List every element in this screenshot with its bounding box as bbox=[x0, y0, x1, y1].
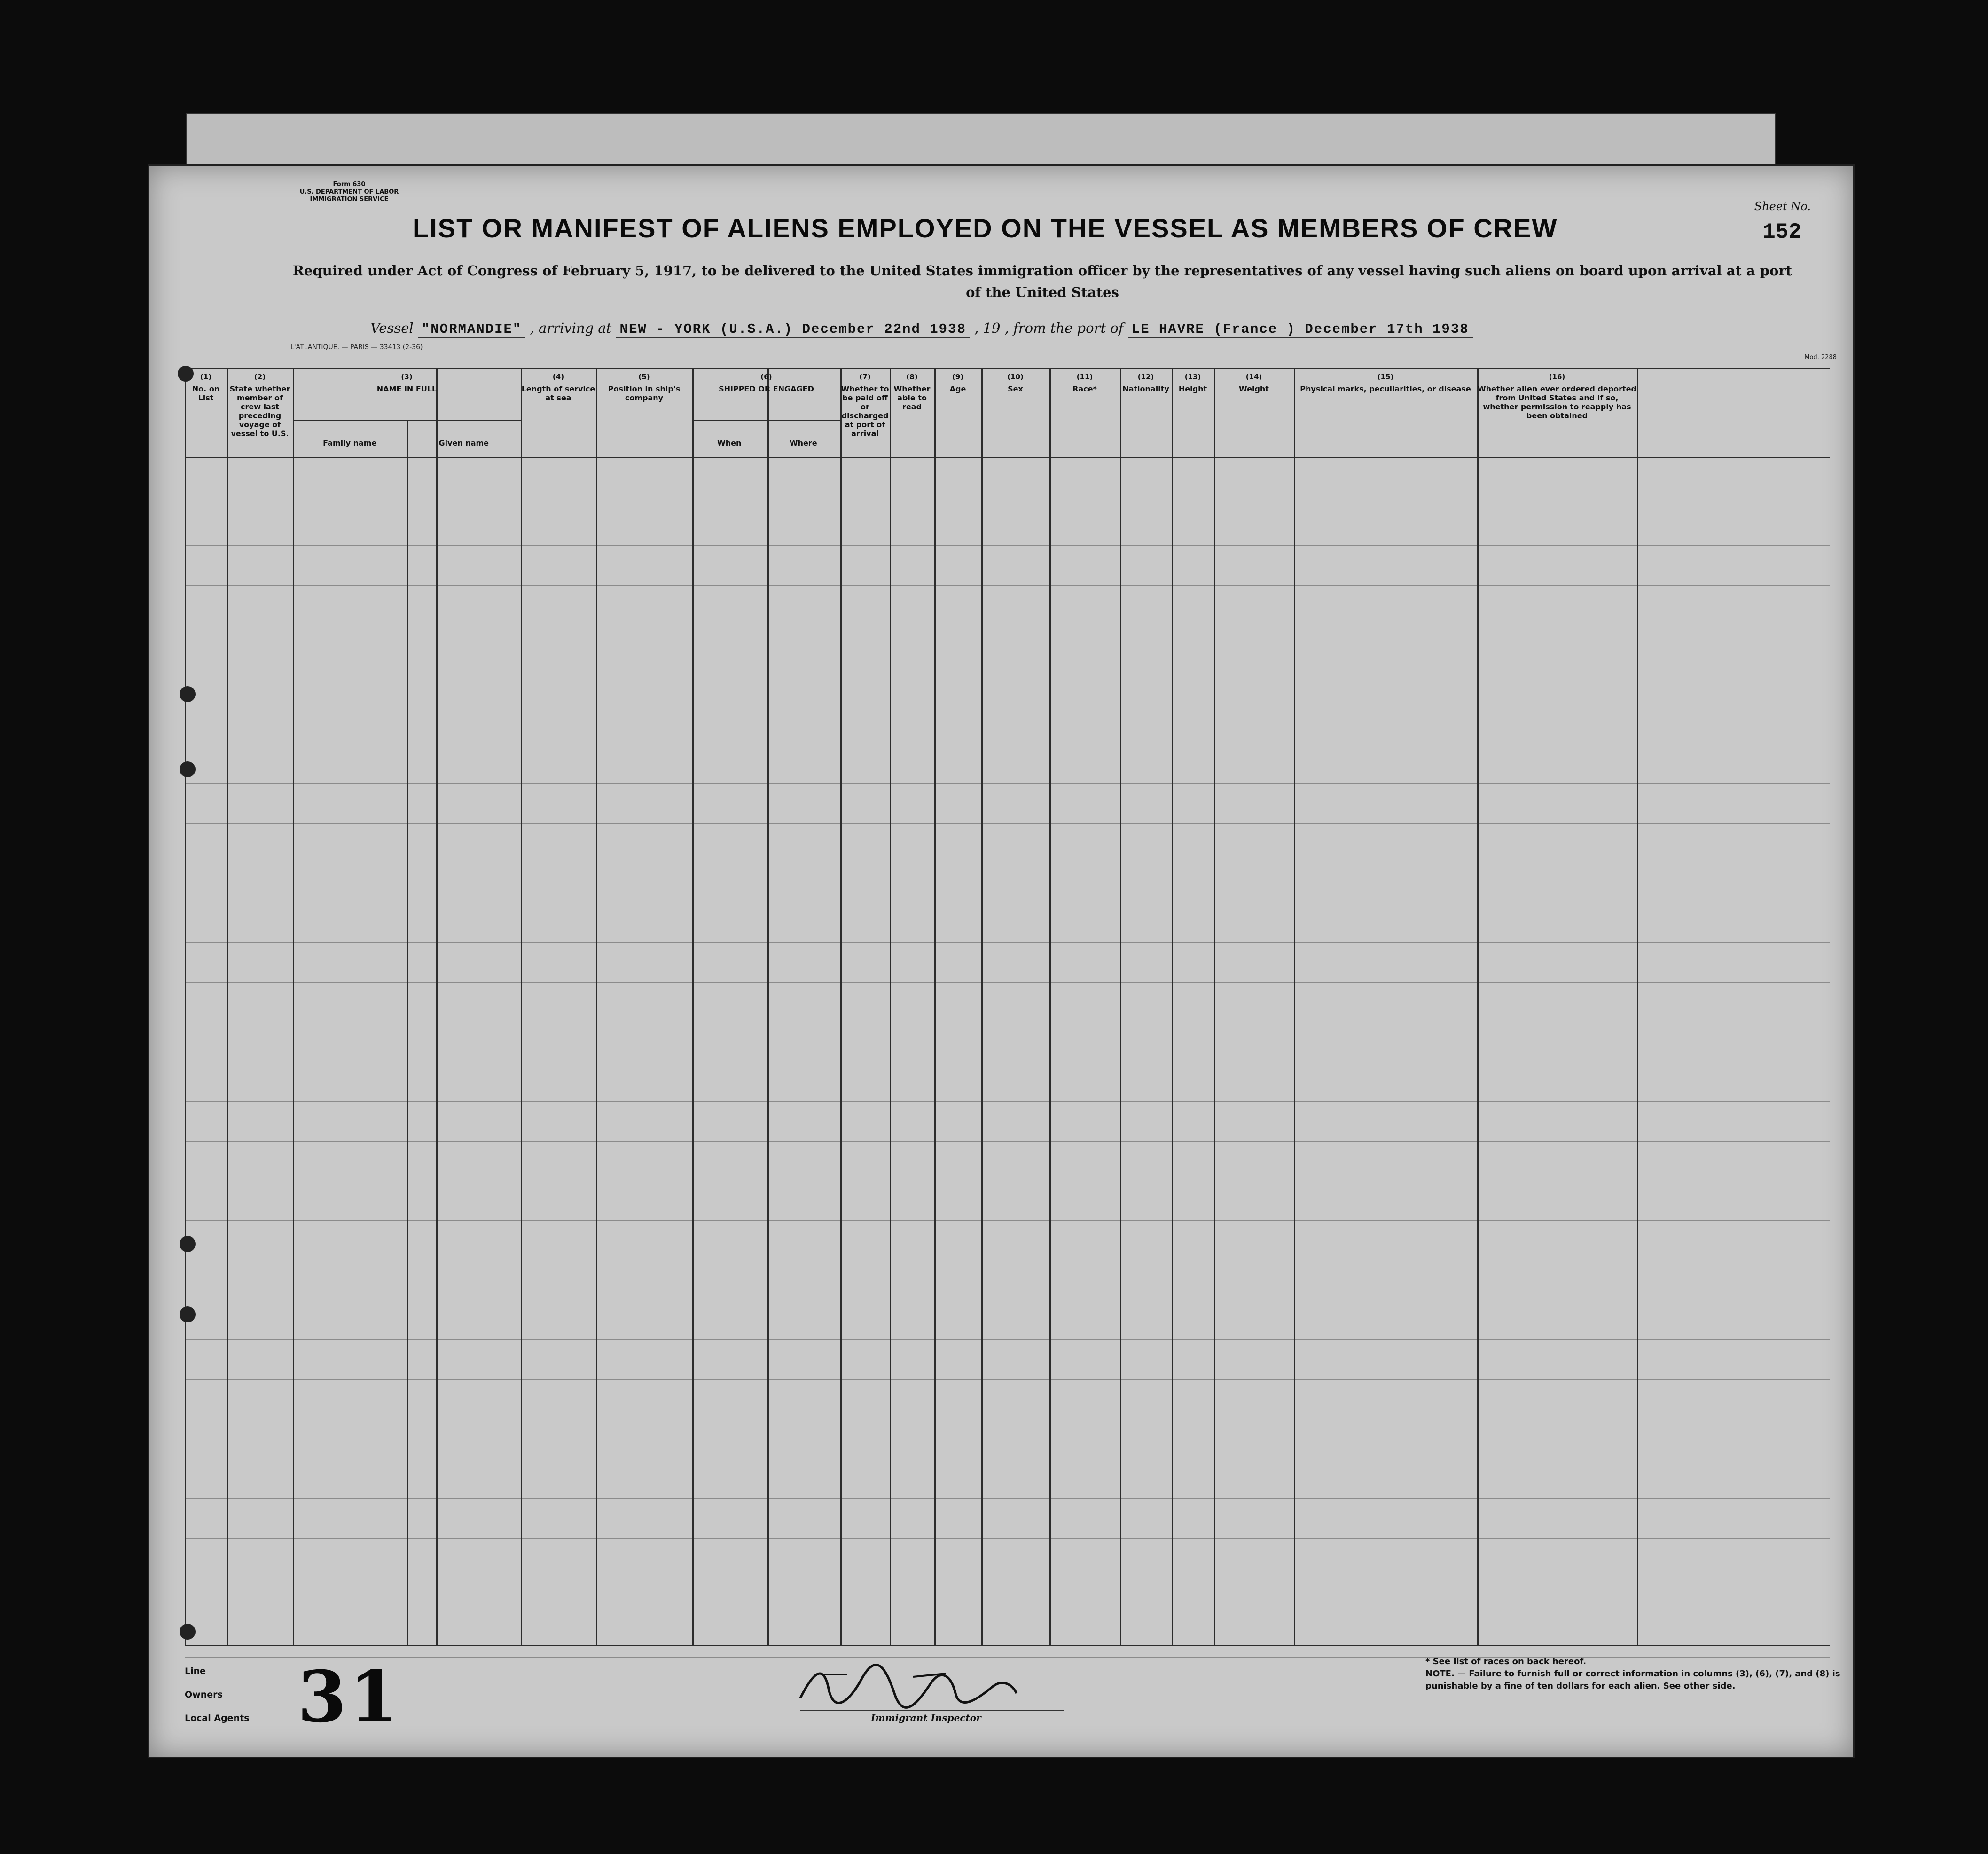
column-header bbox=[1120, 373, 1172, 393]
printer-imprint: L'ATLANTIQUE. — PARIS — 33413 (2-36) bbox=[290, 344, 423, 351]
column-number: (12) bbox=[1137, 373, 1154, 381]
column-subheader: Where bbox=[789, 438, 817, 447]
subheader-rule bbox=[293, 420, 521, 421]
column-rule bbox=[1172, 368, 1173, 1646]
page-subtitle: Required under Act of Congress of February 5, 1917, to be delivered to the United States immigration officer by the representatives of any vessel having such aliens on board upon arrival at a port of the United States bbox=[292, 263, 1792, 300]
row-rule bbox=[185, 1141, 1830, 1142]
column-number: (15) bbox=[1377, 373, 1394, 381]
column-label: No. on List bbox=[192, 384, 220, 402]
row-rule bbox=[185, 783, 1830, 784]
punch-hole bbox=[180, 1236, 196, 1252]
subheader-rule bbox=[692, 420, 840, 421]
column-number: (9) bbox=[952, 373, 964, 381]
row-rule bbox=[185, 545, 1830, 546]
column-label: Weight bbox=[1239, 384, 1269, 393]
column-rule bbox=[293, 368, 294, 1646]
column-rule bbox=[185, 368, 186, 1646]
column-label: SHIPPED OR ENGAGED bbox=[719, 384, 814, 393]
manifest-table bbox=[185, 368, 1830, 1646]
column-rule bbox=[692, 368, 694, 1646]
row-rule bbox=[185, 1538, 1830, 1539]
punch-hole bbox=[180, 761, 196, 777]
table-top-rule bbox=[185, 368, 1830, 369]
column-label: Whether alien ever ordered deported from United States and if so, whether permission to reapply has been obtained bbox=[1478, 384, 1636, 420]
column-rule bbox=[840, 368, 842, 1646]
form-header-block bbox=[290, 181, 408, 203]
penalty-note: NOTE. — Failure to furnish full or correct information in columns (3), (6), (7), and (8) is punishable by a fine of ten dollars for each alien. See other side. bbox=[1425, 1669, 1840, 1691]
row-rule bbox=[185, 1498, 1830, 1499]
column-label: Physical marks, peculiarities, or disease bbox=[1300, 384, 1471, 393]
arriving-label: , arriving at bbox=[530, 320, 612, 336]
column-label: Race* bbox=[1072, 384, 1097, 393]
inspector-signature bbox=[796, 1660, 1021, 1712]
column-number: (16) bbox=[1549, 373, 1565, 381]
signature-line bbox=[800, 1710, 1064, 1711]
column-subheader: Given name bbox=[438, 438, 489, 447]
column-label: Age bbox=[949, 384, 966, 393]
service-name: IMMIGRATION SERVICE bbox=[310, 196, 389, 203]
column-label: Whether able to read bbox=[893, 384, 931, 411]
row-rule bbox=[185, 1220, 1830, 1221]
column-label: State whether member of crew last preceding voyage of vessel to U.S. bbox=[229, 384, 290, 438]
column-subheader: When bbox=[717, 438, 742, 447]
column-rule bbox=[1477, 368, 1479, 1646]
column-label: Height bbox=[1178, 384, 1207, 393]
owners-label: Owners bbox=[185, 1690, 223, 1700]
column-header bbox=[596, 373, 692, 402]
column-number: (2) bbox=[254, 373, 266, 381]
vessel-label: Vessel bbox=[370, 320, 414, 336]
header-bottom-rule bbox=[185, 457, 1830, 458]
inspector-label: Immigrant Inspector bbox=[871, 1712, 981, 1723]
row-rule bbox=[185, 823, 1830, 824]
column-rule bbox=[1049, 368, 1051, 1646]
year-label: , 19 bbox=[974, 320, 1001, 336]
column-rule bbox=[436, 368, 438, 1646]
column-header bbox=[890, 373, 934, 411]
column-header bbox=[1049, 373, 1120, 393]
mod-number: Mod. 2288 bbox=[1804, 354, 1837, 361]
races-note: * See list of races on back hereof. bbox=[1425, 1657, 1587, 1666]
column-rule bbox=[521, 368, 522, 1646]
column-number: (7) bbox=[859, 373, 871, 381]
department-name: U.S. DEPARTMENT OF LABOR bbox=[299, 188, 399, 196]
column-header bbox=[934, 373, 981, 393]
column-header bbox=[227, 373, 293, 438]
arriving-value: NEW - YORK (U.S.A.) December 22nd 1938 bbox=[616, 321, 970, 338]
sheet-number-label: Sheet No. bbox=[1754, 200, 1811, 213]
footer-notes bbox=[1425, 1656, 1848, 1692]
row-rule bbox=[185, 982, 1830, 983]
column-label: Length of service at sea bbox=[521, 384, 595, 402]
column-header bbox=[1172, 373, 1214, 393]
column-rule bbox=[981, 368, 983, 1646]
vessel-line bbox=[370, 320, 1874, 337]
manifest-sheet bbox=[148, 164, 1855, 1758]
page-title: LIST OR MANIFEST OF ALIENS EMPLOYED ON THE VESSEL AS MEMBERS OF CREW bbox=[413, 213, 1558, 243]
row-rule bbox=[185, 1339, 1830, 1340]
column-number: (4) bbox=[552, 373, 564, 381]
from-label: , from the port of bbox=[1004, 320, 1124, 336]
punch-hole bbox=[180, 686, 196, 702]
subcolumn-rule bbox=[407, 420, 408, 1645]
column-number: (11) bbox=[1076, 373, 1093, 381]
from-value: LE HAVRE (France ) December 17th 1938 bbox=[1128, 321, 1473, 338]
column-header bbox=[1477, 373, 1637, 420]
column-rule bbox=[890, 368, 891, 1646]
column-rule bbox=[227, 368, 228, 1646]
form-number: Form 630 bbox=[333, 181, 366, 188]
punch-hole bbox=[180, 1306, 196, 1322]
vessel-name: "NORMANDIE" bbox=[418, 321, 525, 338]
column-rule bbox=[934, 368, 936, 1646]
punch-hole bbox=[180, 1624, 196, 1640]
column-number: (1) bbox=[200, 373, 212, 381]
column-number: (5) bbox=[638, 373, 650, 381]
handwritten-line-number: 31 bbox=[297, 1656, 401, 1738]
punch-hole bbox=[178, 366, 194, 382]
line-label: Line bbox=[185, 1666, 206, 1676]
sheet-number-value: 152 bbox=[1762, 220, 1801, 244]
column-label: Position in ship's company bbox=[608, 384, 681, 402]
row-rule bbox=[185, 585, 1830, 586]
column-label: Whether to be paid off or discharged at port of arrival bbox=[841, 384, 889, 438]
column-rule bbox=[596, 368, 597, 1646]
column-header bbox=[840, 373, 890, 438]
column-rule bbox=[1294, 368, 1295, 1646]
column-number: (6) bbox=[760, 373, 772, 381]
column-subheader: Family name bbox=[323, 438, 377, 447]
column-label: NAME IN FULL bbox=[376, 384, 437, 393]
column-number: (8) bbox=[906, 373, 918, 381]
column-rule bbox=[1120, 368, 1121, 1646]
column-header bbox=[692, 373, 840, 393]
column-label: Sex bbox=[1008, 384, 1023, 393]
subcolumn-rule bbox=[767, 420, 768, 1645]
column-number: (10) bbox=[1007, 373, 1024, 381]
row-rule bbox=[185, 1379, 1830, 1380]
column-header bbox=[1214, 373, 1294, 393]
local-agents-label: Local Agents bbox=[185, 1713, 250, 1723]
column-number: (14) bbox=[1245, 373, 1262, 381]
column-header bbox=[521, 373, 596, 402]
column-label: Nationality bbox=[1122, 384, 1169, 393]
column-number: (3) bbox=[401, 373, 413, 381]
column-rule bbox=[1637, 368, 1638, 1646]
column-header bbox=[1294, 373, 1477, 393]
column-number: (13) bbox=[1184, 373, 1201, 381]
row-rule bbox=[185, 942, 1830, 943]
row-rule bbox=[185, 1101, 1830, 1102]
column-header bbox=[293, 373, 521, 393]
column-header bbox=[981, 373, 1049, 393]
column-rule bbox=[1214, 368, 1215, 1646]
footer bbox=[175, 1646, 1840, 1740]
